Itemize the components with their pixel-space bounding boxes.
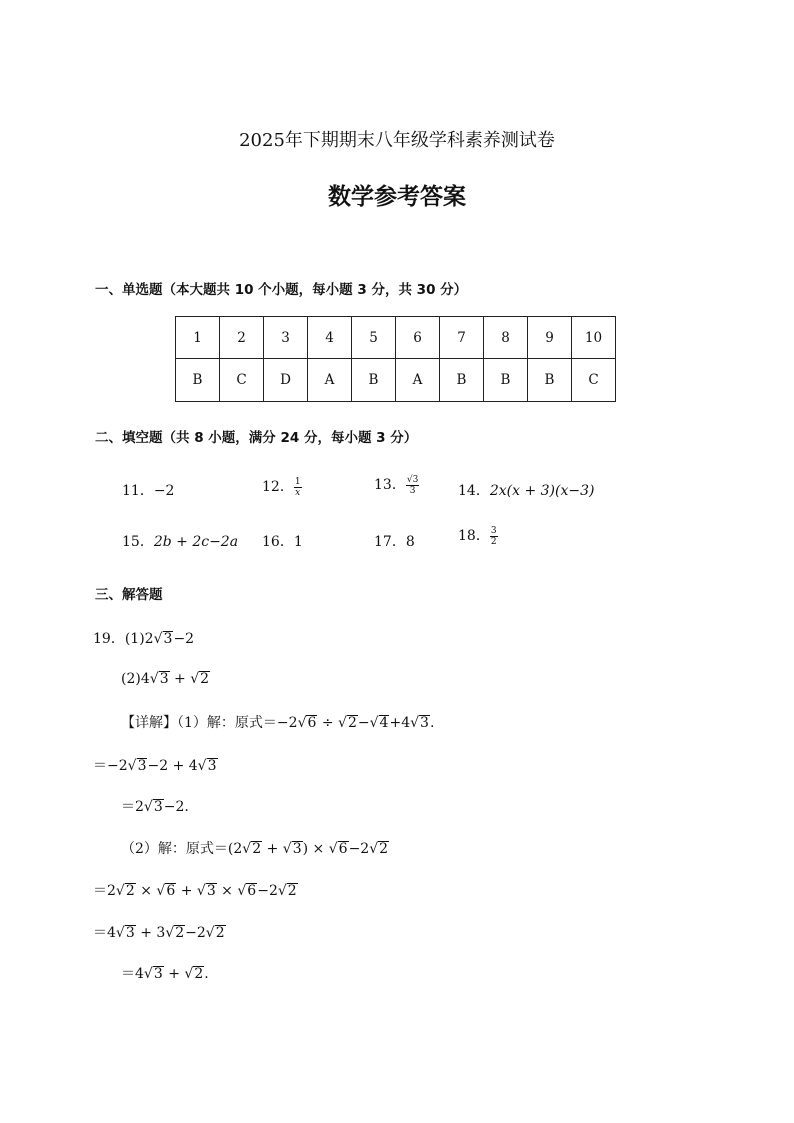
part-label: (1) <box>124 631 145 647</box>
fraction <box>294 477 302 498</box>
part2-intro: （2）解：原式＝ <box>121 841 228 857</box>
fill-answer-15 <box>122 531 238 551</box>
q19-answer-1: 19．(1)2 √ 3 −2 <box>93 631 195 647</box>
sqrt: √ 2 <box>205 925 225 941</box>
question-number-cell: 5 <box>352 317 396 359</box>
solution-step: ＝4 √ 3 + √ 2 . <box>121 966 209 982</box>
answer-cell: C <box>220 359 264 402</box>
part1-intro: （1）解：原式＝ <box>177 715 277 731</box>
sqrt: √ 3 <box>143 799 163 815</box>
question-number-cell: 2 <box>220 317 264 359</box>
sqrt: √ 2 <box>115 883 135 899</box>
answer-value: −2 <box>153 483 175 499</box>
numerator: 3 <box>490 525 497 536</box>
answer-value: 8 <box>405 534 415 550</box>
sqrt: √ 3 <box>153 631 173 647</box>
question-number-cell: 3 <box>264 317 308 359</box>
question-number-cell: 7 <box>440 317 484 359</box>
answer-cell: A <box>396 359 440 402</box>
detail-label: 【详解】 <box>121 715 177 731</box>
fill-answer-11 <box>122 480 174 500</box>
question-number: 12． <box>262 479 294 495</box>
question-number-cell: 1 <box>176 317 220 359</box>
part-label: (2) <box>121 671 141 687</box>
section2-heading: 二、填空题（共 8 小题，满分 24 分，每小题 3 分） <box>95 430 418 446</box>
radicand: 3 <box>412 474 419 485</box>
sqrt: √ 6 <box>297 715 317 731</box>
sqrt: √ 2 <box>369 841 389 857</box>
question-number-cell: 4 <box>308 317 352 359</box>
q19-part2-line: （2）解：原式＝(2 √ 2 + √ 3 ) × √ 6 −2 √ 2 <box>121 841 389 857</box>
answer-cell: A <box>308 359 352 402</box>
solution-step: ＝−2 √ 3 −2 + 4 √ 3 <box>93 758 217 774</box>
answer-cell: C <box>572 359 616 402</box>
answer-cell: B <box>528 359 572 402</box>
sqrt: √ 2 <box>338 715 357 731</box>
solution-step: ＝4 √ 3 + 3 √ 2 −2 √ 2 <box>93 925 225 941</box>
numerator: √3 <box>406 474 419 485</box>
fill-answer-17 <box>374 531 415 551</box>
sqrt: √ 6 <box>156 883 176 899</box>
fraction <box>490 526 498 547</box>
answer-cell: B <box>352 359 396 402</box>
question-number-cell: 8 <box>484 317 528 359</box>
sqrt: √ 3 <box>410 715 429 731</box>
section3-heading: 三、解答题 <box>95 587 163 603</box>
sqrt: √ 2 <box>277 883 297 899</box>
answer-value: 2b + 2c−2a <box>153 534 239 550</box>
page-title: 2025年下期期末八年级学科素养测试卷 <box>239 130 555 151</box>
sqrt: √ 2 <box>190 671 210 687</box>
numerator: 1 <box>294 476 301 487</box>
page-subtitle: 数学参考答案 <box>328 184 466 210</box>
fill-answer-12 <box>262 476 302 498</box>
fraction <box>406 475 419 496</box>
solution-step: ＝2 √ 3 −2. <box>121 799 189 815</box>
denominator: x <box>295 487 301 498</box>
question-number: 15． <box>122 534 154 550</box>
fill-answer-18 <box>458 525 498 547</box>
denominator: 2 <box>490 536 497 547</box>
sqrt: √ 4 <box>369 715 389 731</box>
answer-cell: B <box>176 359 220 402</box>
fill-answer-16 <box>262 531 303 551</box>
q19-detail-line: 【详解】（1）解：原式＝−2 √ 6 ÷ √ 2 − √ 4 +4 √ 3 . <box>121 715 435 731</box>
solution-step: ＝2 √ 2 × √ 6 + √ 3 × √ 6 −2 √ 2 <box>93 883 297 899</box>
answer-cell: B <box>484 359 528 402</box>
answer-table-number-row <box>176 317 616 359</box>
answer-table <box>175 316 616 402</box>
question-number: 19． <box>93 631 125 647</box>
q19-answer-2: (2)4 √ 3 + √ 2 <box>121 671 210 687</box>
sqrt: √ 2 <box>165 925 185 941</box>
answer-value: 2x(x + 3)(x−3) <box>489 483 595 499</box>
sqrt: √ 3 <box>127 758 147 774</box>
fill-answer-14 <box>458 480 594 500</box>
answer-value: 1 <box>293 534 303 550</box>
answer-table-answer-row <box>176 359 616 402</box>
answer-cell: D <box>264 359 308 402</box>
question-number: 16． <box>262 534 294 550</box>
question-number-cell: 10 <box>572 317 616 359</box>
sqrt: √ 2 <box>184 966 204 982</box>
denominator: 3 <box>409 485 416 496</box>
question-number-cell: 6 <box>396 317 440 359</box>
question-number: 18． <box>458 528 490 544</box>
sqrt: √ 2 <box>242 841 262 857</box>
fill-answer-13 <box>374 474 419 496</box>
sqrt: √ 6 <box>237 883 257 899</box>
sqrt: √ 6 <box>328 841 348 857</box>
sqrt: √ 3 <box>282 841 302 857</box>
sqrt: √ 3 <box>143 966 163 982</box>
question-number: 11． <box>122 483 154 499</box>
question-number: 14． <box>458 483 490 499</box>
section1-heading: 一、单选题（本大题共 10 个小题，每小题 3 分，共 30 分） <box>95 282 468 298</box>
question-number: 13． <box>374 477 406 493</box>
sqrt: √ 3 <box>115 925 135 941</box>
sqrt: √ 3 <box>196 883 216 899</box>
sqrt: √ 3 <box>149 671 169 687</box>
question-number: 17． <box>374 534 406 550</box>
answer-cell: B <box>440 359 484 402</box>
sqrt: √ 3 <box>197 758 217 774</box>
question-number-cell: 9 <box>528 317 572 359</box>
